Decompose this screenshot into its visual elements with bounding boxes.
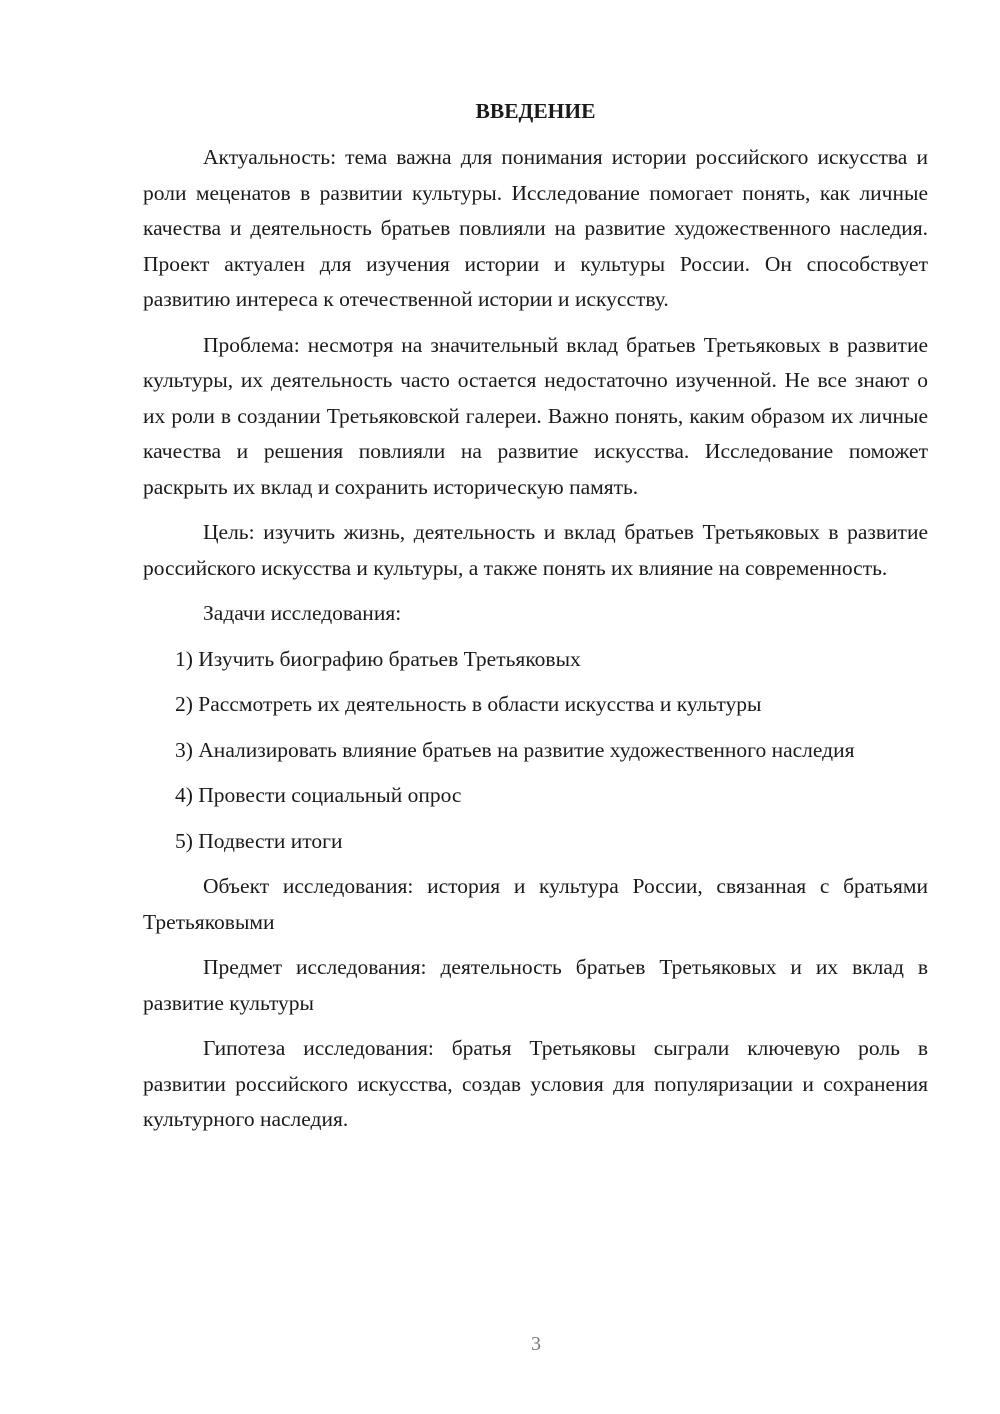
task-item: 4) Провести социальный опрос [175,783,462,807]
hypothesis-paragraph: Гипотеза исследования: братья Третьяковы сыграли ключевую роль в развитии российского искусства, создав условия для популяризации и сохранения культурного наследия. [143,1036,928,1131]
task-item: 3) Анализировать влияние братьев на развитие художественного наследия [175,737,855,762]
object-paragraph: Объект исследования: история и культура России, связанная с братьями Третьяковыми [143,874,928,934]
page-number: 3 [531,1333,541,1355]
task-item: 2) Рассмотреть их деятельность в области искусства и культуры [175,692,762,716]
page-content [143,96,928,1148]
goal-paragraph: Цель: изучить жизнь, деятельность и вклад братьев Третьяковых в развитие российского искусства и культуры, а также понять их влияние на современность. [143,520,928,580]
task-item: 1) Изучить биографию братьев Третьяковых [175,646,581,671]
task-item: 5) Подвести итоги [175,828,343,853]
relevance-paragraph: Актуальность: тема важна для понимания истории российского искусства и роли меценатов в развитии культуры. Исследование помогает понять, как личные качества и деятельность братьев повлияли на развитие художественного наследия. Проект актуален для изучения истории и культуры России. Он способствует развитию интереса к отечественной истории и искусству. [143,145,928,311]
section-title: ВВЕДЕНИЕ [475,99,596,123]
subject-paragraph: Предмет исследования: деятельность братьев Третьяковых и их вклад в развитие культуры [143,955,928,1015]
problem-paragraph: Проблема: несмотря на значительный вклад братьев Третьяковых в развитие культуры, их деятельность часто остается недостаточно изученной. Не все знают о их роли в создании Третьяковской галереи. Важно понять, каким образом их личные качества и решения повлияли на развитие искусства. Исследование поможет раскрыть их вклад и сохранить историческую память. [143,332,928,499]
tasks-heading: Задачи исследования: [203,601,402,625]
